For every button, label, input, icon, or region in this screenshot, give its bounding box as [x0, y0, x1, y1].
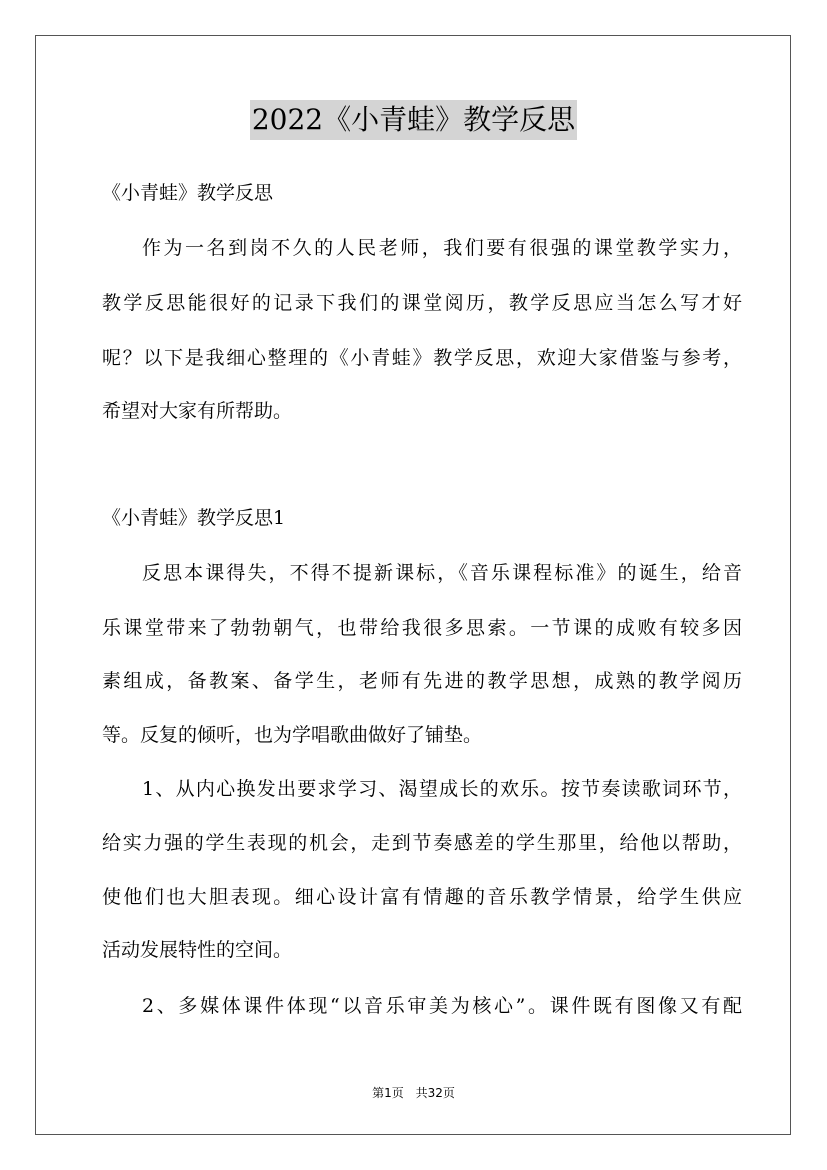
- page-number: 第1页: [372, 1086, 404, 1100]
- para2-line-2: 给实力强的学生表现的机会，走到节奏感差的学生那里，给他以帮助，: [102, 832, 742, 854]
- intro-line-1: 作为一名到岗不久的人民老师，我们要有很强的课堂教学实力，: [142, 237, 742, 259]
- para2-line-1: 1、从内心换发出要求学习、渴望成长的欢乐。按节奏读歌词环节，: [142, 778, 742, 800]
- para1-line-3: 素组成，备教案、备学生，老师有先进的教学思想，成熟的教学阅历: [102, 670, 742, 692]
- intro-line-4: 希望对大家有所帮助。: [102, 400, 293, 422]
- para3-line-1: 2、多媒体课件体现“以音乐审美为核心”。课件既有图像又有配: [142, 995, 742, 1017]
- section-heading-1: 《小青蛙》教学反思1: [102, 507, 286, 529]
- para1-line-2: 乐课堂带来了勃勃朝气，也带给我很多思索。一节课的成败有较多因: [102, 617, 742, 639]
- intro-line-3: 呢？以下是我细心整理的《小青蛙》教学反思，欢迎大家借鉴与参考，: [102, 347, 742, 369]
- intro-line-2: 教学反思能很好的记录下我们的课堂阅历，教学反思应当怎么写才好: [102, 292, 742, 314]
- document-title: 2022《小青蛙》教学反思: [250, 100, 577, 140]
- title-wrap: [0, 100, 827, 140]
- page-total: 共32页: [415, 1086, 455, 1100]
- para2-line-4: 活动发展特性的空间。: [102, 939, 293, 961]
- subtitle: 《小青蛙》教学反思: [102, 182, 274, 204]
- page-footer: [0, 1084, 827, 1101]
- para1-line-4: 等。反复的倾听，也为学唱歌曲做好了铺垫。: [102, 724, 483, 746]
- para2-line-3: 使他们也大胆表现。细心设计富有情趣的音乐教学情景，给学生供应: [102, 886, 742, 908]
- para1-line-1: 反思本课得失，不得不提新课标，《音乐课程标准》的诞生，给音: [142, 562, 742, 584]
